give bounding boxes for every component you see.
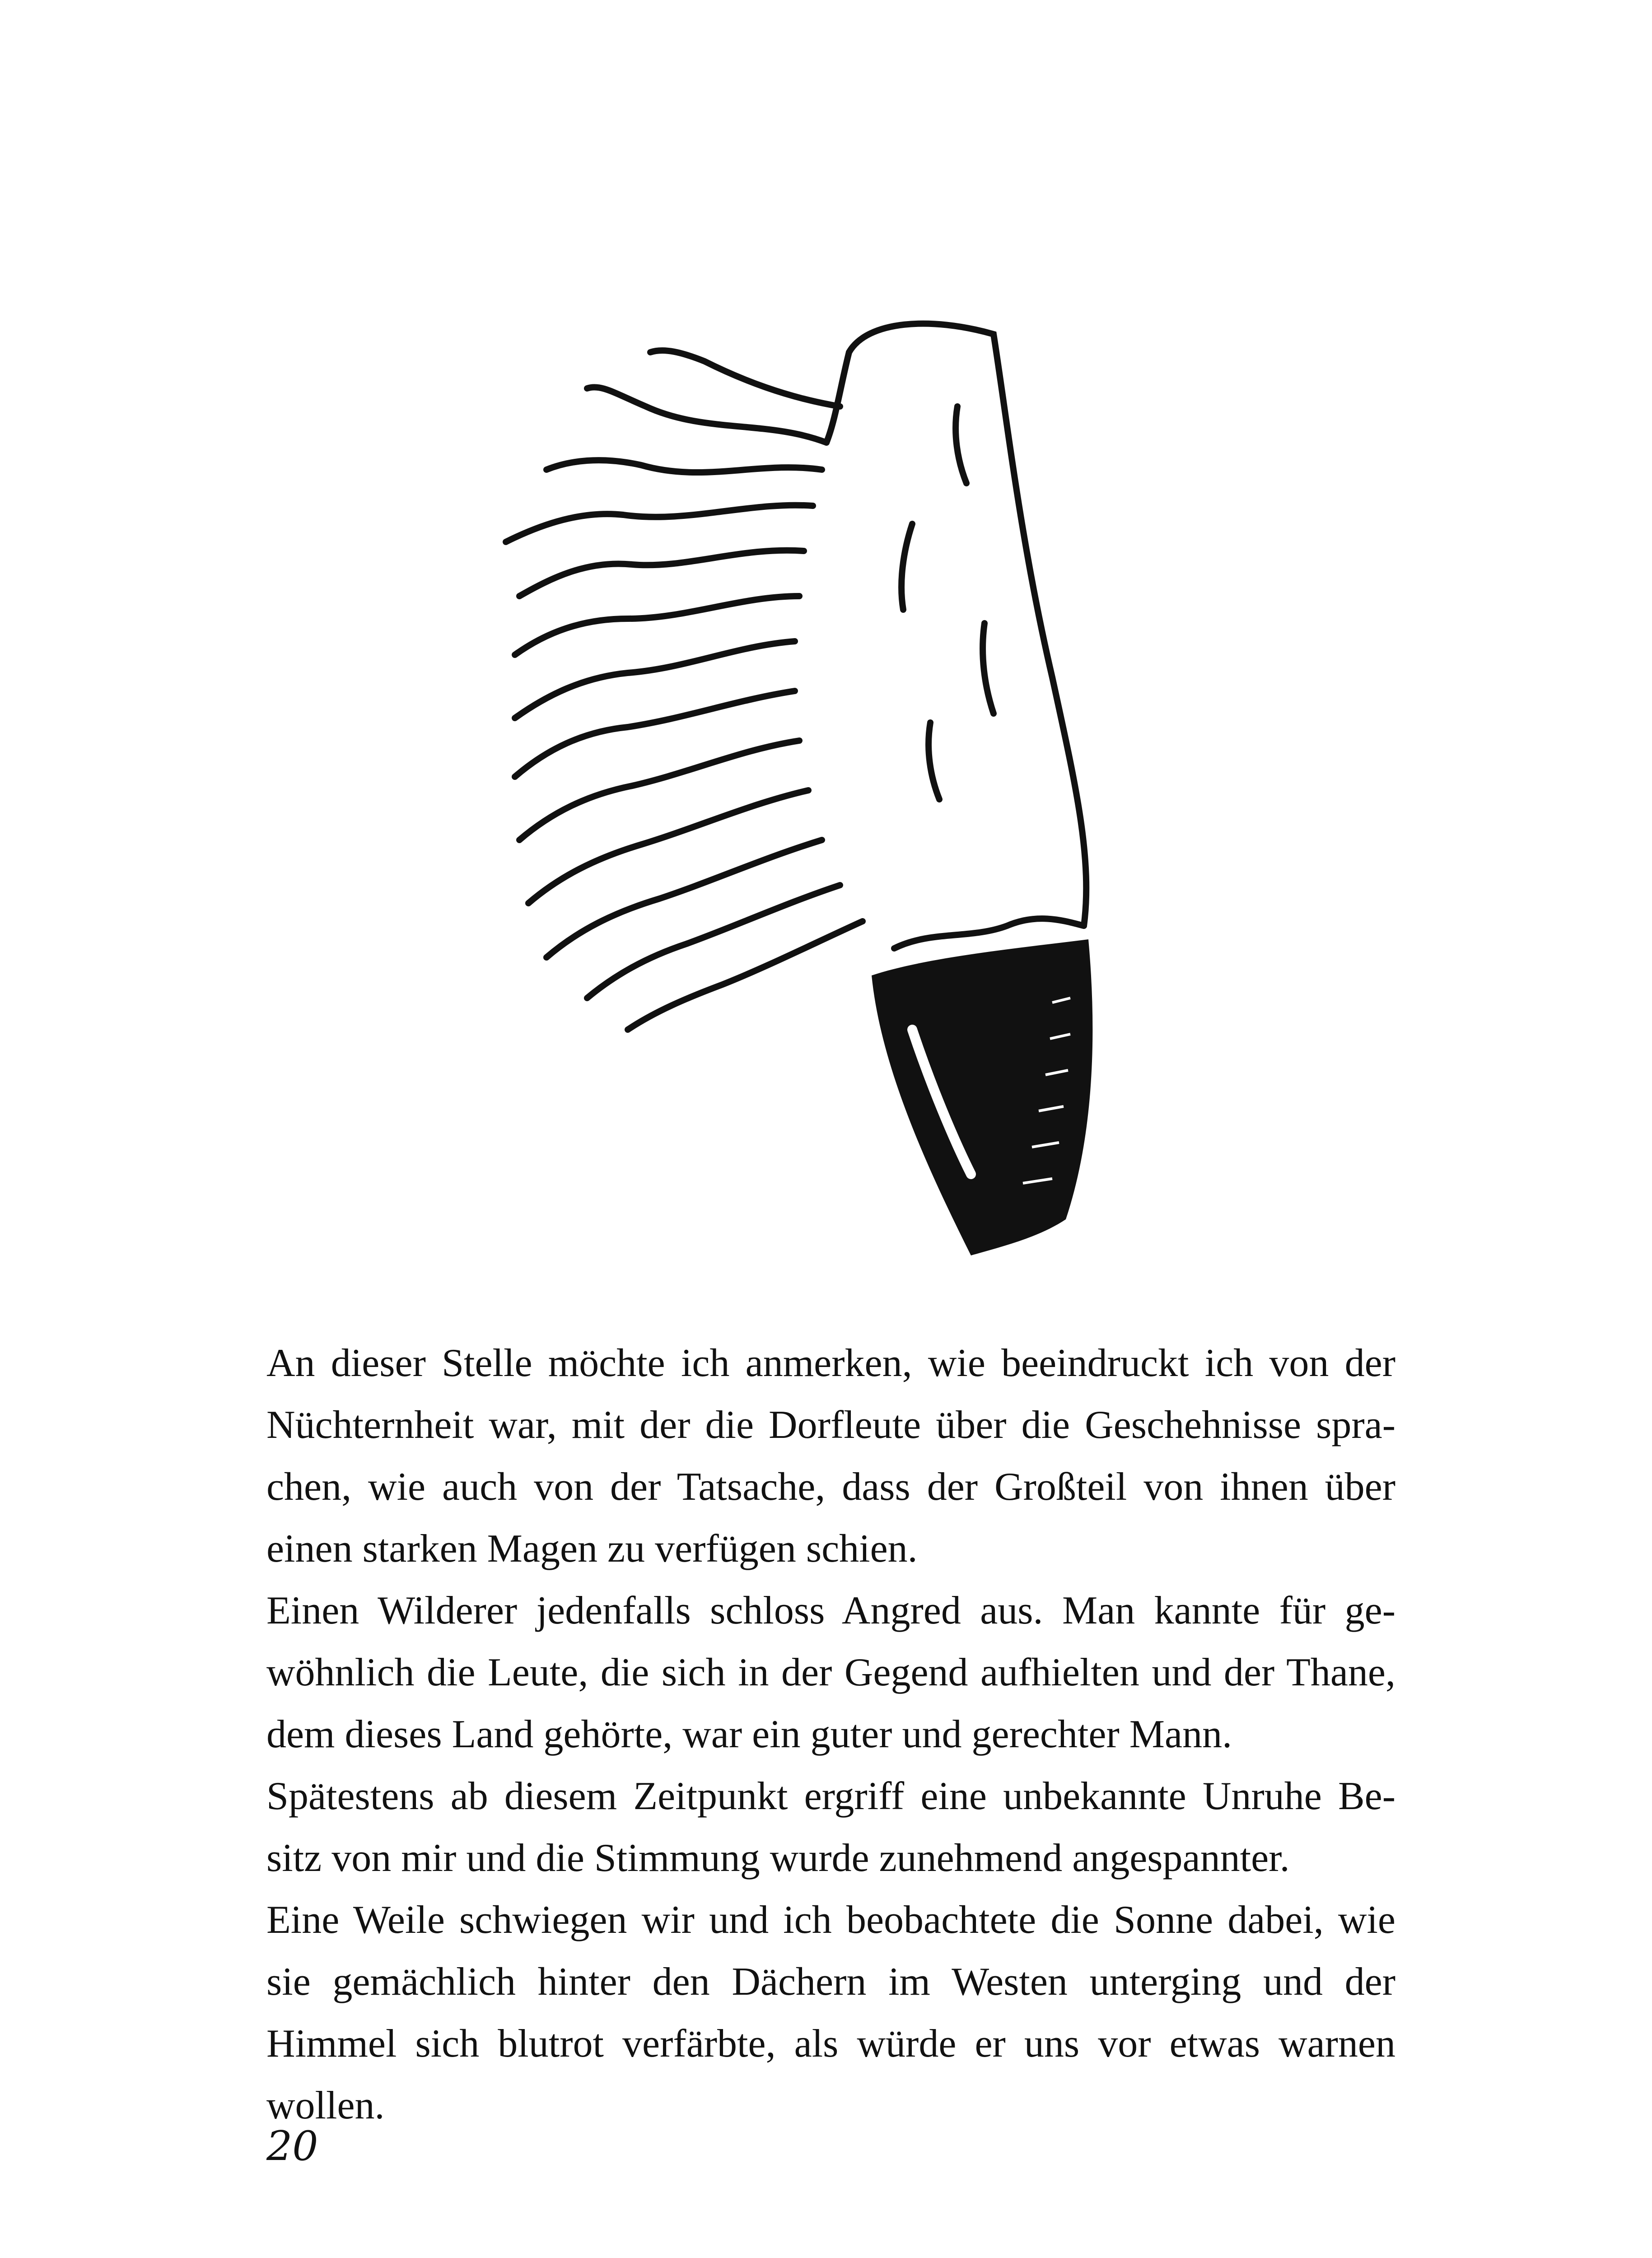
paragraph: Spätestens ab diesem Zeitpunkt ergriff eine unbekannte Unruhe Be-sitz von mir und die Stimmung wurde zunehmend angespannter. [266, 1774, 1395, 1880]
hoof-illustration [452, 271, 1219, 1310]
body-text [266, 1332, 1395, 2137]
page-number: 20 [266, 2123, 318, 2170]
paragraph: Einen Wilderer jedenfalls schloss Angred aus. Man kannte für ge-wöhnlich die Leute, die sich in der Gegend aufhielten und der Thane, dem dieses Land gehörte, war ein guter und gerechter Mann. [266, 1589, 1395, 1756]
paragraph: An dieser Stelle möchte ich anmerken, wie beeindruckt ich von der Nüchternheit war, mit der die Dorfleute über die Geschehnisse spra-chen, wie auch von der Tatsache, dass der Großteil von ihnen über einen starken Magen zu verfügen schien. [266, 1341, 1395, 1571]
paragraph: Eine Weile schwiegen wir und ich beobachtete die Sonne dabei, wie sie gemächlich hinter den Dächern im Westen unterging und der Himmel sich blutrot verfärbte, als würde er uns vor etwas warnen wollen. [266, 1898, 1395, 2127]
